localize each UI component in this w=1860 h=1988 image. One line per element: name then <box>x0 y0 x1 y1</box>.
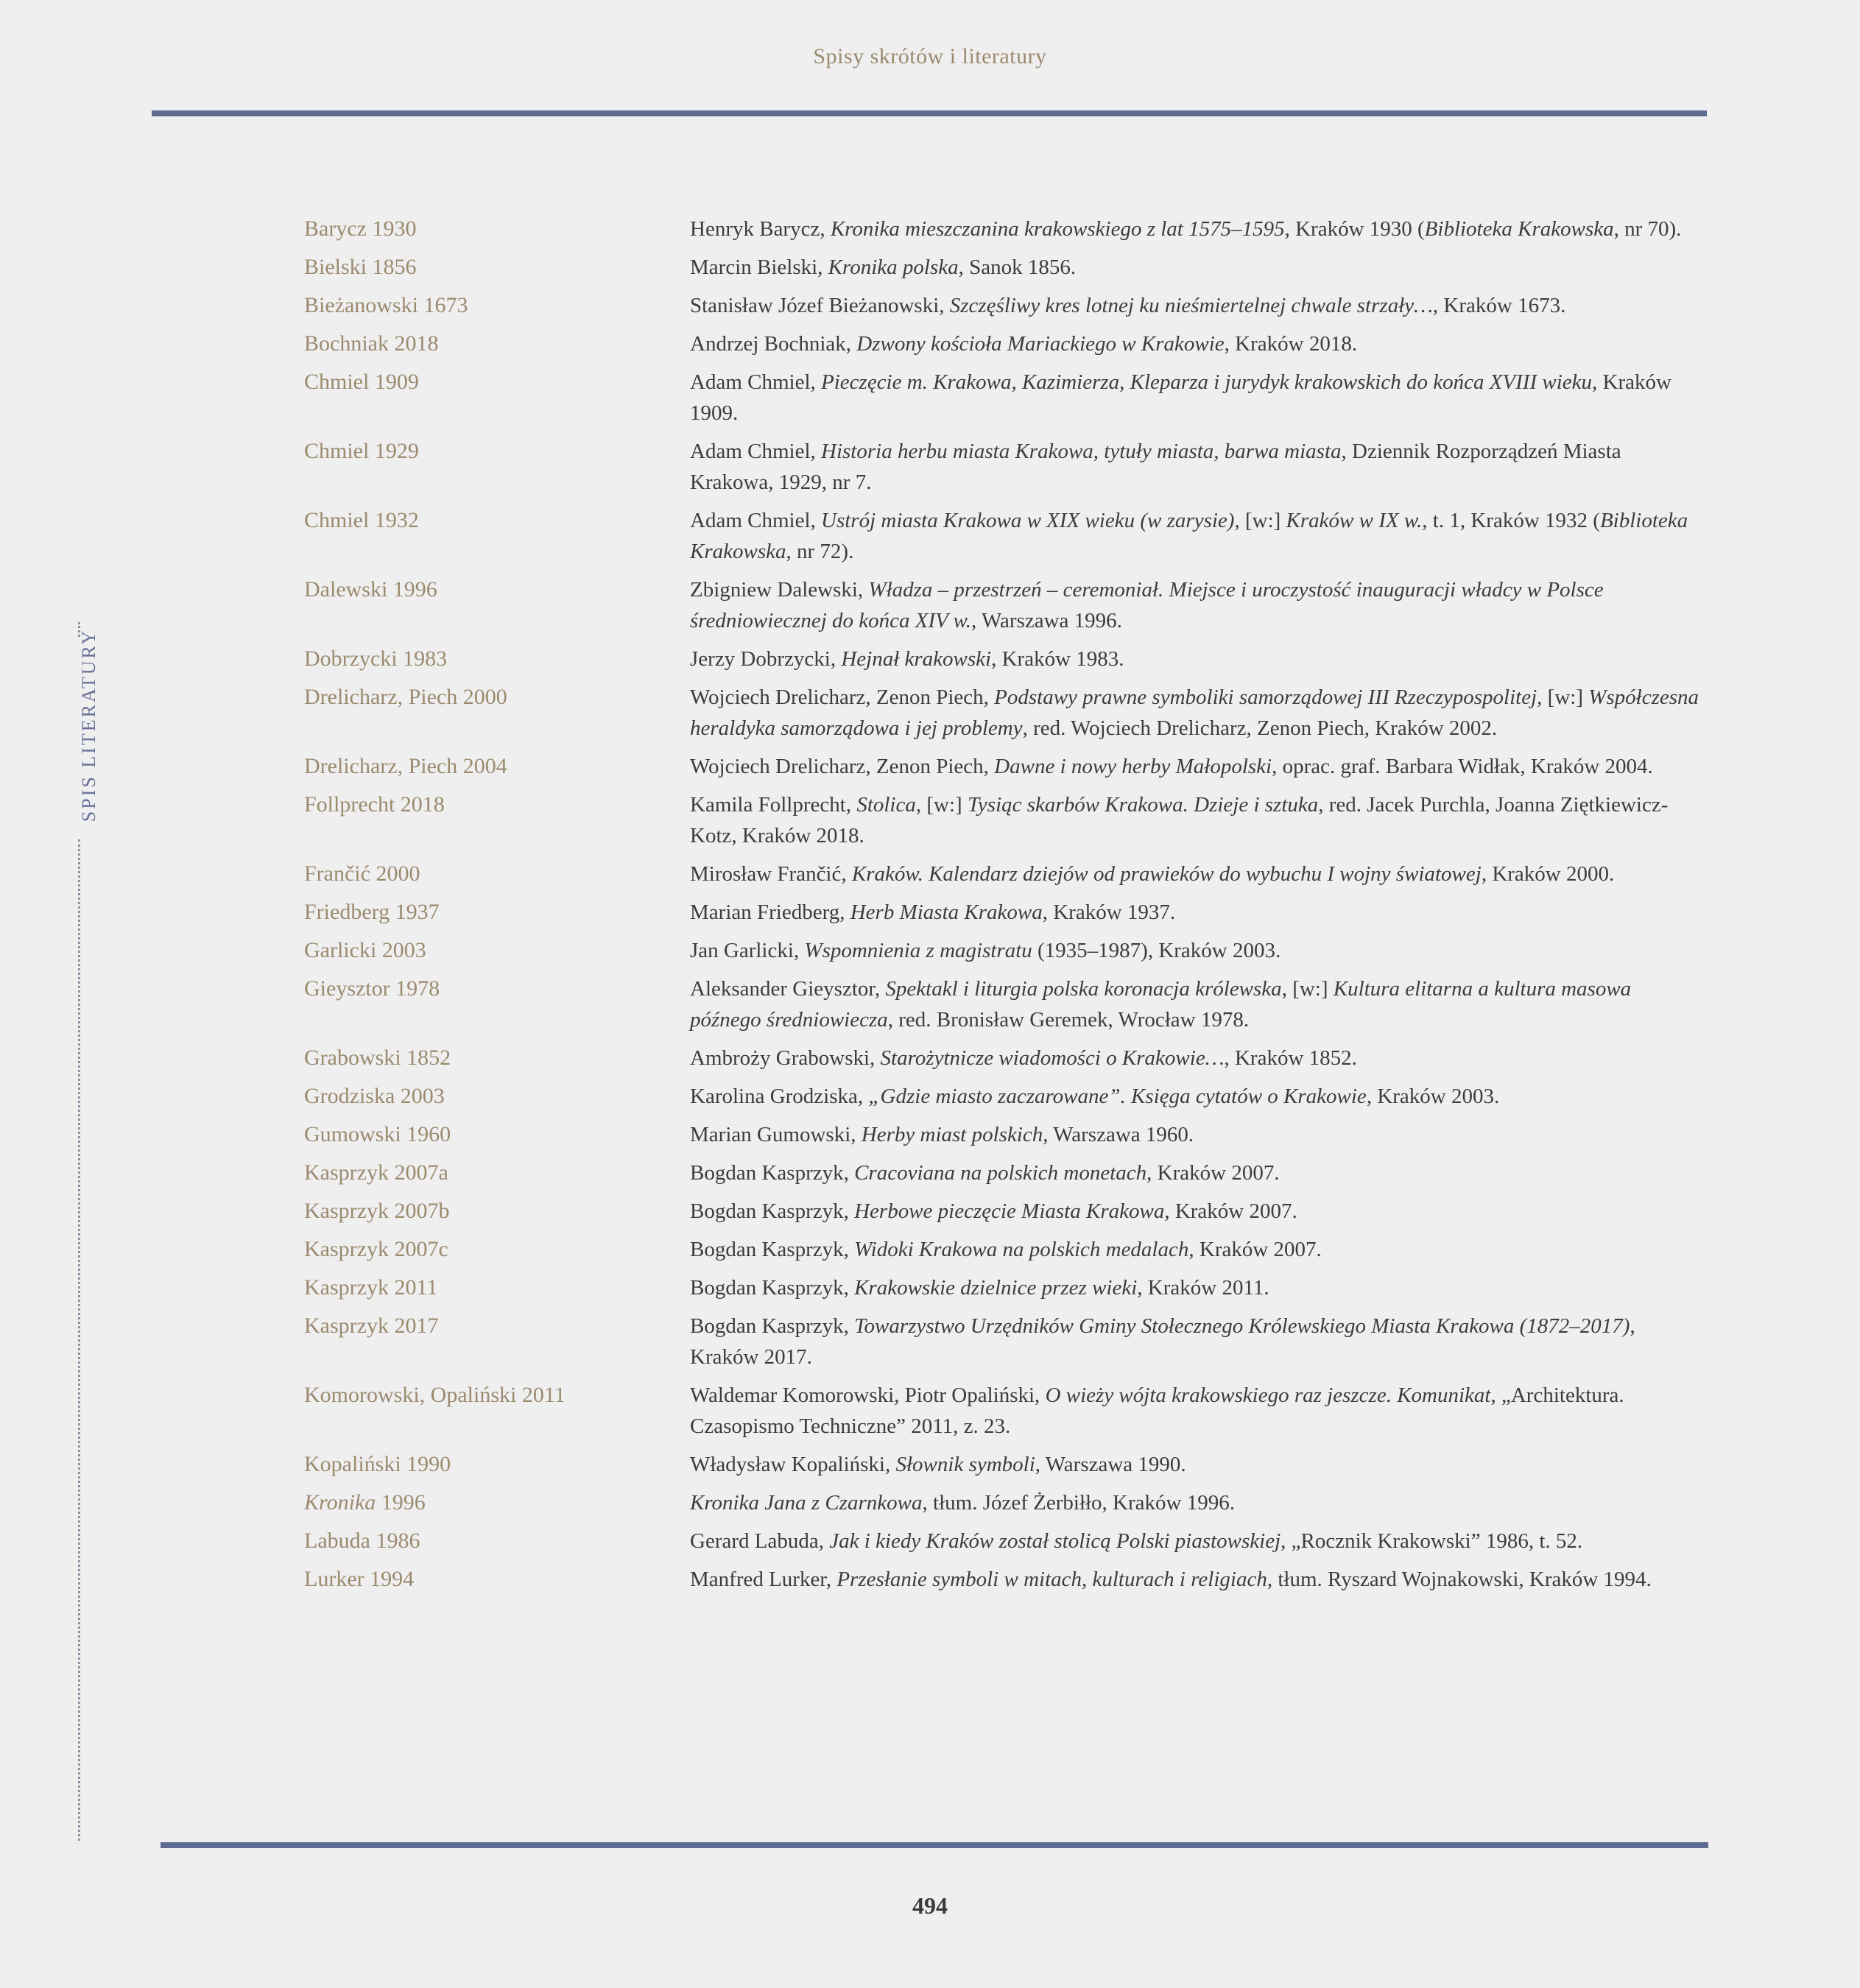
bottom-rule <box>161 1842 1708 1848</box>
entry-key: Friedberg 1937 <box>304 900 440 924</box>
bibliography-entry <box>304 214 1703 244</box>
bibliography-entry <box>304 859 1703 889</box>
bibliography-entry <box>304 1311 1703 1372</box>
side-dotted-line-lower <box>78 839 80 1841</box>
entry-description: Karolina Grodziska, „Gdzie miasto zaczarowane”. Księga cytatów o Krakowie, Kraków 2003. <box>690 1085 1500 1108</box>
entry-key: Garlicki 2003 <box>304 938 426 962</box>
entry-description: Aleksander Gieysztor, Spektakl i liturgia polska koronacja królewska, [w:] Kultura elitarna a kultura masowa późnego średniowiecza, red. Bronisław Geremek, Wrocław 1978. <box>690 977 1632 1032</box>
entry-key: Gumowski 1960 <box>304 1122 451 1146</box>
bibliography-entry <box>304 367 1703 429</box>
entry-key: Drelicharz, Piech 2004 <box>304 754 507 778</box>
bibliography-entry <box>304 290 1703 321</box>
entry-key: Grodziska 2003 <box>304 1084 445 1108</box>
side-label-text: SPIS LITERATURY <box>78 628 99 822</box>
bibliography-entry <box>304 1487 1703 1518</box>
page-number: 494 <box>912 1892 948 1919</box>
entry-description: Jan Garlicki, Wspomnienia z magistratu (1935–1987), Kraków 2003. <box>690 939 1281 962</box>
entry-description: Adam Chmiel, Ustrój miasta Krakowa w XIX wieku (w zarysie), [w:] Kraków w IX w., t. 1, Kraków 1932 (Biblioteka Krakowska, nr 72). <box>690 509 1688 563</box>
entry-key: Kopaliński 1990 <box>304 1452 451 1476</box>
bibliography-entry <box>304 436 1703 498</box>
entry-description: Bogdan Kasprzyk, Krakowskie dzielnice przez wieki, Kraków 2011. <box>690 1276 1269 1300</box>
entry-key: Follprecht 2018 <box>304 792 445 817</box>
entry-description: Gerard Labuda, Jak i kiedy Kraków został stolicą Polski piastowskiej, „Rocznik Krakowski” 1986, t. 52. <box>690 1529 1583 1553</box>
entry-description: Stanisław Józef Bieżanowski, Szczęśliwy kres lotnej ku nieśmiertelnej chwale strzały…, Kraków 1673. <box>690 294 1566 317</box>
entry-key: Kasprzyk 2007a <box>304 1160 448 1185</box>
entry-key: Chmiel 1909 <box>304 370 419 394</box>
entry-key: Dobrzycki 1983 <box>304 646 448 671</box>
entry-key: Kasprzyk 2017 <box>304 1314 439 1338</box>
entry-description: Adam Chmiel, Pieczęcie m. Krakowa, Kazimierza, Kleparza i jurydyk krakowskich do końca XVIII wieku, Kraków 1909. <box>690 370 1671 425</box>
bibliography-entry <box>304 1196 1703 1227</box>
entry-description: Marian Friedberg, Herb Miasta Krakowa, Kraków 1937. <box>690 900 1176 924</box>
entry-key: Komorowski, Opaliński 2011 <box>304 1383 566 1407</box>
bibliography-entry <box>304 505 1703 567</box>
entry-key: Labuda 1986 <box>304 1529 420 1553</box>
entry-description: Władysław Kopaliński, Słownik symboli, Warszawa 1990. <box>690 1453 1186 1476</box>
entry-description: Adam Chmiel, Historia herbu miasta Krakowa, tytuły miasta, barwa miasta, Dziennik Rozporządzeń Miasta Krakowa, 1929, nr 7. <box>690 440 1621 494</box>
bibliography-entry <box>304 1449 1703 1480</box>
entry-key: Bieżanowski 1673 <box>304 293 468 317</box>
entry-key: Kasprzyk 2007b <box>304 1199 450 1223</box>
entry-description: Henryk Barycz, Kronika mieszczanina krakowskiego z lat 1575–1595, Kraków 1930 (Biblioteka Krakowska, nr 70). <box>690 217 1682 241</box>
bibliography-entry <box>304 935 1703 966</box>
entry-description: Kamila Follprecht, Stolica, [w:] Tysiąc skarbów Krakowa. Dzieje i sztuka, red. Jacek Purchla, Joanna Ziętkiewicz-Kotz, Kraków 2018. <box>690 793 1669 847</box>
entry-description: Wojciech Drelicharz, Zenon Piech, Dawne i nowy herby Małopolski, oprac. graf. Barbara Widłak, Kraków 2004. <box>690 755 1653 778</box>
entry-key: Kronika 1996 <box>304 1490 426 1515</box>
running-head: Spisy skrótów i literatury <box>813 44 1047 68</box>
bibliography-entry <box>304 1157 1703 1188</box>
entry-description: Ambroży Grabowski, Starożytnicze wiadomości o Krakowie…, Kraków 1852. <box>690 1046 1357 1070</box>
entry-key: Frančić 2000 <box>304 861 420 886</box>
bibliography-entry <box>304 1043 1703 1074</box>
bibliography-entry <box>304 1081 1703 1112</box>
top-rule <box>152 110 1707 116</box>
entry-key: Gieysztor 1978 <box>304 976 440 1001</box>
bibliography-entry <box>304 574 1703 636</box>
bibliography-entry <box>304 252 1703 283</box>
bibliography-entry <box>304 682 1703 744</box>
entry-key: Drelicharz, Piech 2000 <box>304 685 507 709</box>
entry-description: Bogdan Kasprzyk, Cracoviana na polskich monetach, Kraków 2007. <box>690 1161 1280 1185</box>
entry-description: Andrzej Bochniak, Dzwony kościoła Mariackiego w Krakowie, Kraków 2018. <box>690 332 1358 356</box>
bibliography-list <box>304 214 1703 1602</box>
entry-key: Bochniak 2018 <box>304 331 439 356</box>
bibliography-entry <box>304 1272 1703 1303</box>
entry-description: Zbigniew Dalewski, Władza – przestrzeń – ceremoniał. Miejsce i uroczystość inauguracji władcy w Polsce średniowiecznej do końca XIV w., Warszawa 1996. <box>690 578 1604 632</box>
bibliography-entry <box>304 644 1703 674</box>
entry-description: Wojciech Drelicharz, Zenon Piech, Podstawy prawne symboliki samorządowej III Rzeczypospolitej, [w:] Współczesna heraldyka samorządowa i jej problemy, red. Wojciech Drelicharz, Zenon Piech, Kraków 2002. <box>690 685 1699 740</box>
entry-key: Kasprzyk 2007c <box>304 1237 448 1261</box>
bibliography-entry <box>304 1526 1703 1557</box>
entry-description: Jerzy Dobrzycki, Hejnał krakowski, Kraków 1983. <box>690 647 1124 671</box>
bibliography-entry <box>304 1564 1703 1595</box>
entry-key: Kasprzyk 2011 <box>304 1275 438 1300</box>
entry-description: Mirosław Frančić, Kraków. Kalendarz dziejów od prawieków do wybuchu I wojny światowej, Kraków 2000. <box>690 862 1615 886</box>
bibliography-entry <box>304 751 1703 782</box>
bibliography-entry <box>304 789 1703 851</box>
entry-key: Grabowski 1852 <box>304 1046 451 1070</box>
entry-key: Chmiel 1929 <box>304 439 419 463</box>
entry-key: Barycz 1930 <box>304 216 417 241</box>
entry-description: Bogdan Kasprzyk, Herbowe pieczęcie Miasta Krakowa, Kraków 2007. <box>690 1199 1297 1223</box>
entry-description: Bogdan Kasprzyk, Towarzystwo Urzędników Gminy Stołecznego Królewskiego Miasta Krakowa (1872–2017), Kraków 2017. <box>690 1314 1635 1369</box>
entry-description: Bogdan Kasprzyk, Widoki Krakowa na polskich medalach, Kraków 2007. <box>690 1238 1322 1261</box>
entry-description: Kronika Jana z Czarnkowa, tłum. Józef Żerbiłło, Kraków 1996. <box>690 1491 1235 1515</box>
entry-description: Waldemar Komorowski, Piotr Opaliński, O wieży wójta krakowskiego raz jeszcze. Komunikat, „Architektura. Czasopismo Techniczne” 2011, z. 23. <box>690 1384 1624 1438</box>
entry-description: Marcin Bielski, Kronika polska, Sanok 1856. <box>690 255 1077 279</box>
entry-description: Manfred Lurker, Przesłanie symboli w mitach, kulturach i religiach, tłum. Ryszard Wojnakowski, Kraków 1994. <box>690 1568 1652 1591</box>
bibliography-entry <box>304 897 1703 928</box>
bibliography-entry <box>304 1234 1703 1265</box>
bibliography-entry <box>304 328 1703 359</box>
entry-key: Chmiel 1932 <box>304 508 419 532</box>
entry-key: Bielski 1856 <box>304 255 417 279</box>
entry-key: Dalewski 1996 <box>304 577 437 602</box>
bibliography-entry <box>304 1380 1703 1442</box>
entry-description: Marian Gumowski, Herby miast polskich, Warszawa 1960. <box>690 1123 1194 1146</box>
bibliography-entry <box>304 1119 1703 1150</box>
entry-key: Lurker 1994 <box>304 1567 415 1591</box>
bibliography-entry <box>304 973 1703 1035</box>
